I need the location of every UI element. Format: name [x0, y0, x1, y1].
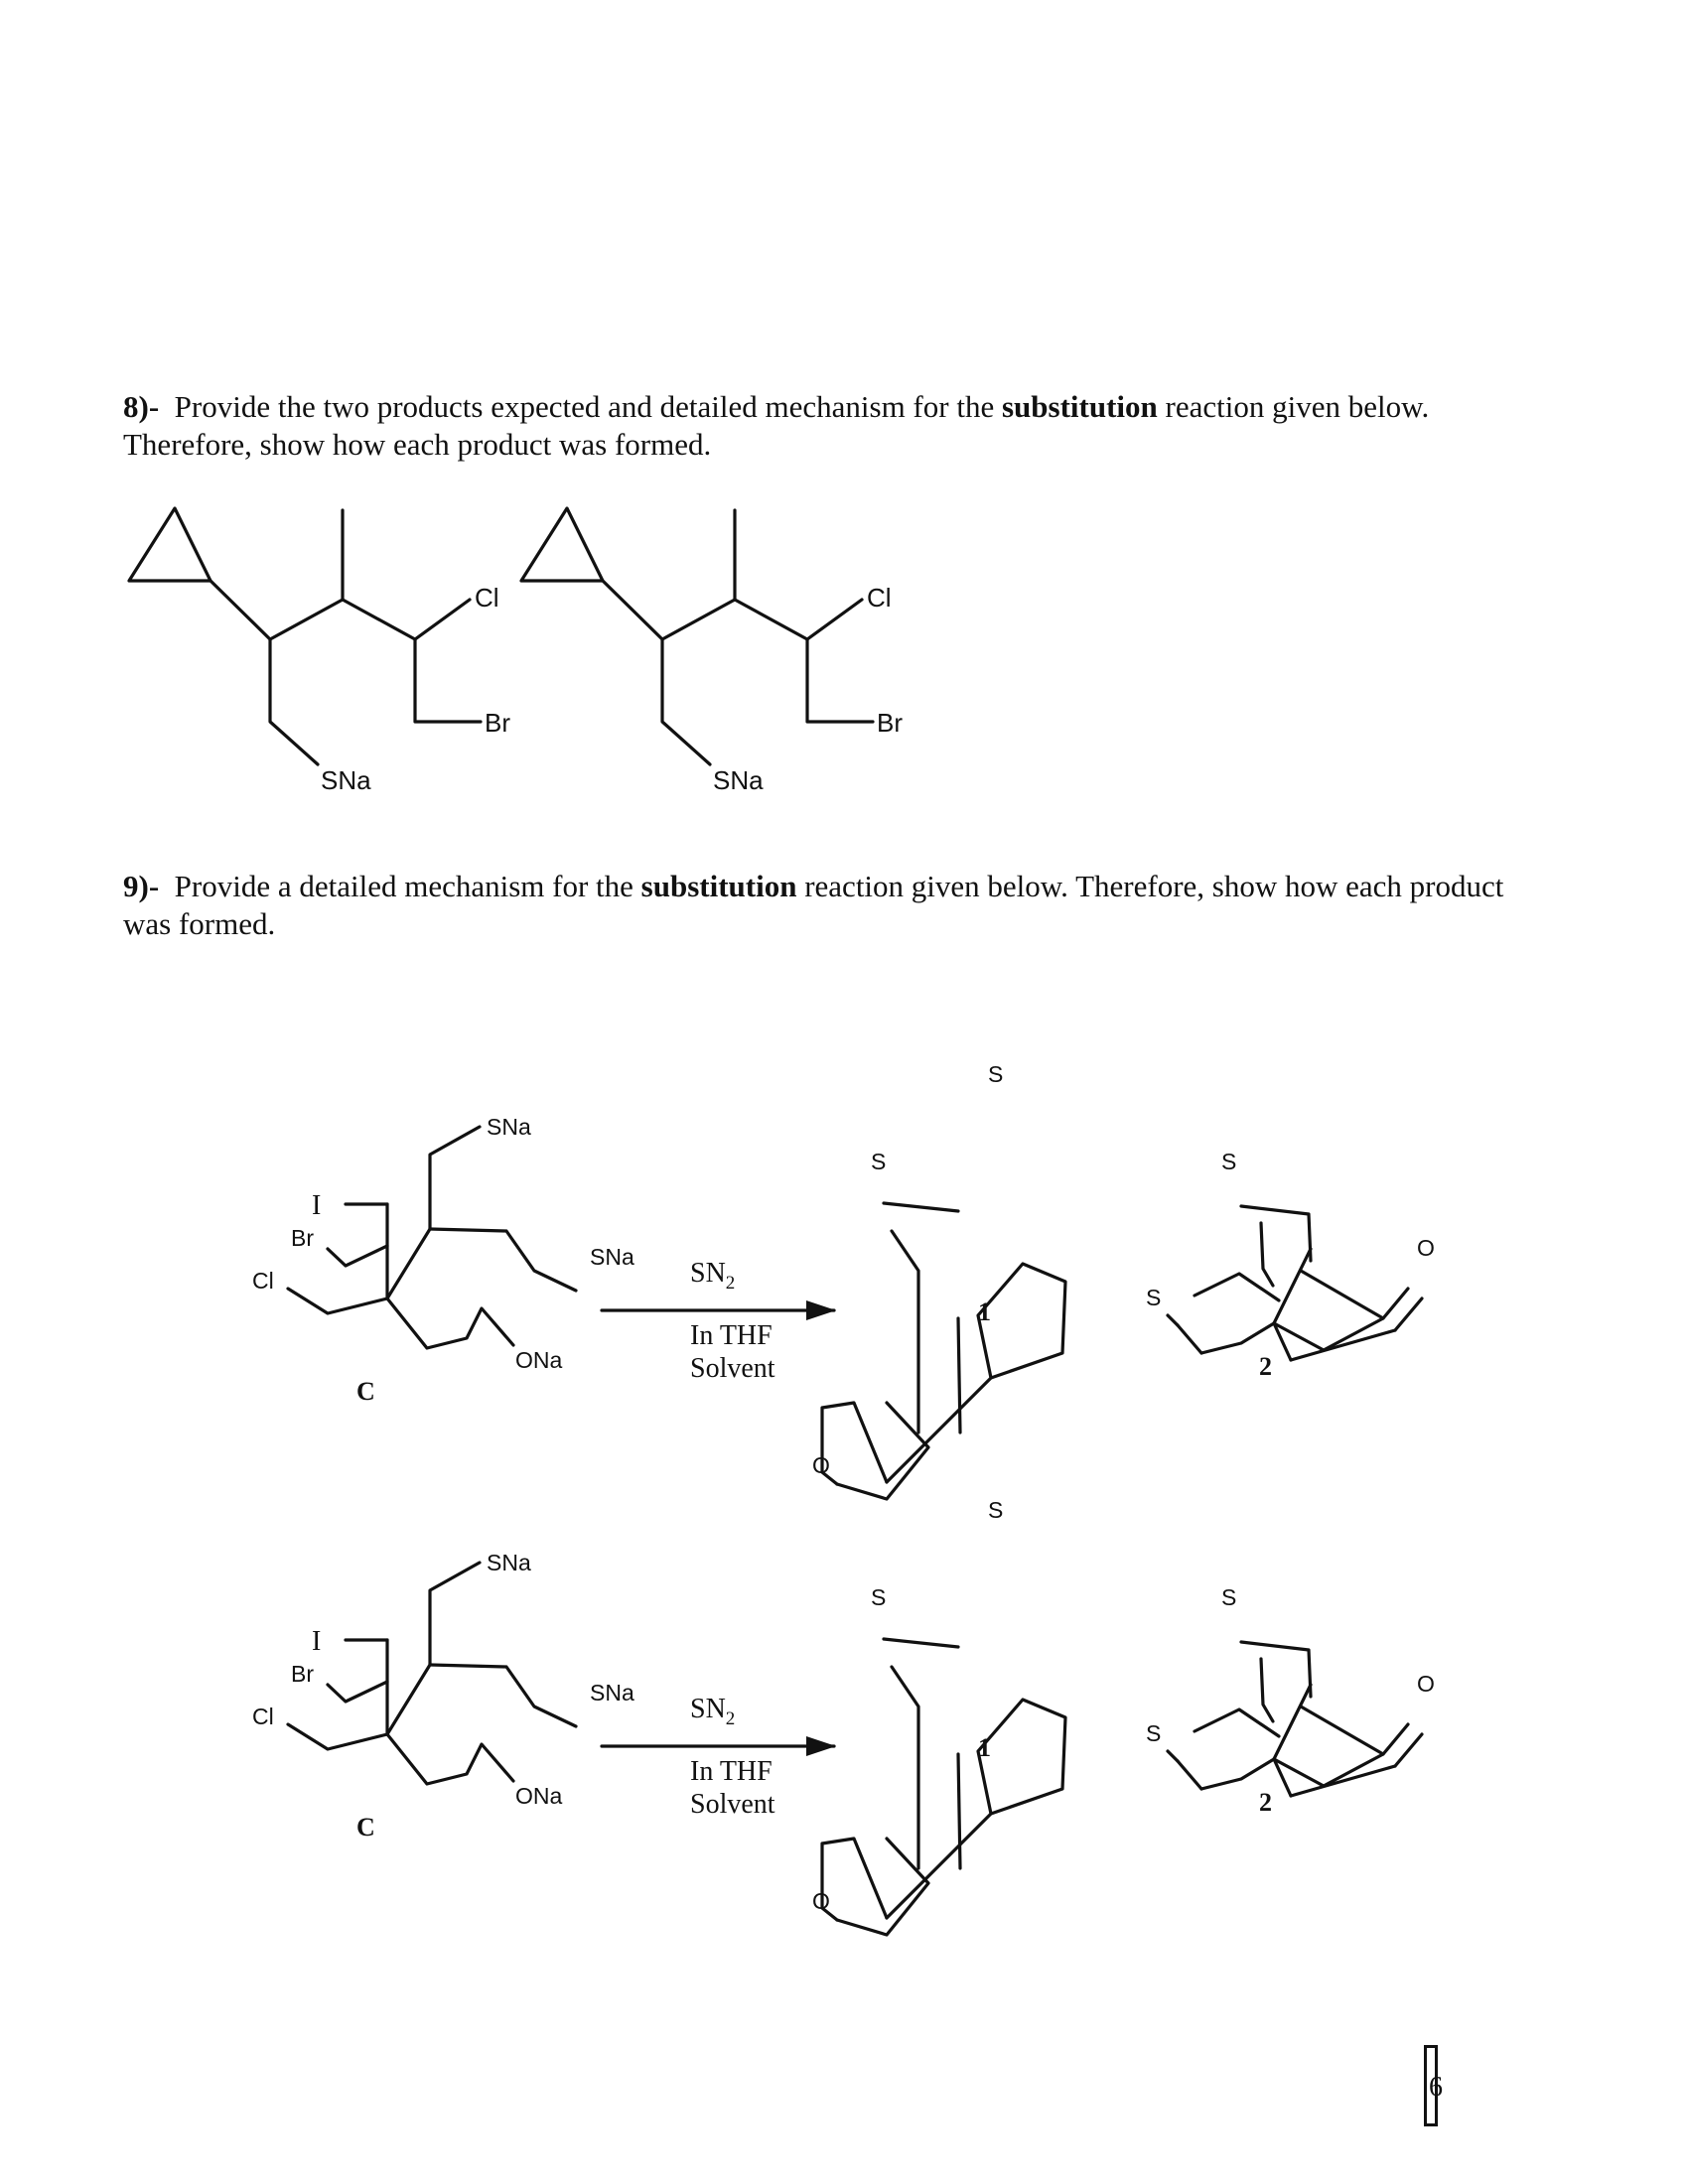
r1-p1-o: O — [812, 1452, 830, 1478]
question-9-number: 9)- — [123, 869, 160, 903]
q8-left-cl-label: Cl — [475, 583, 499, 613]
q8-right-br-label: Br — [877, 708, 903, 738]
r1-condition-solvent-line2: Solvent — [690, 1353, 775, 1384]
q9-reaction-row-1 — [252, 1061, 1435, 1499]
r2-p1-o: O — [812, 1888, 830, 1914]
q9-reaction-row-2 — [252, 1497, 1435, 1935]
r2-br-label: Br — [291, 1661, 314, 1687]
r1-sna-top-label: SNa — [487, 1114, 531, 1140]
question-9-bold-keyword: substitution — [640, 869, 797, 903]
question-9-text-after: reaction given below. Therefore, show how each product was formed. — [123, 869, 1504, 941]
r2-sna-mid-label: SNa — [590, 1680, 634, 1706]
r2-p1-s-left: S — [871, 1584, 887, 1610]
r1-condition-sn: $SN_2$ — [690, 1258, 736, 1294]
r1-br-label: Br — [291, 1225, 314, 1251]
r2-cl-label: Cl — [252, 1704, 274, 1729]
r1-p2-s-top: S — [1221, 1149, 1237, 1174]
q8-left-sna-label: SNa — [321, 765, 371, 795]
r2-reactant-label: C — [356, 1813, 375, 1842]
r2-product-2-label: 2 — [1259, 1788, 1272, 1817]
r2-condition-solvent-line1: In THF — [690, 1756, 773, 1787]
r1-ona-label: ONa — [515, 1347, 563, 1373]
q8-molecule-right — [521, 508, 903, 795]
q8-left-br-label: Br — [485, 708, 510, 738]
q8-right-cl-label: Cl — [867, 583, 892, 613]
r1-i-label: I — [312, 1190, 322, 1221]
r1-condition-solvent-line1: In THF — [690, 1320, 773, 1351]
question-8-text-after: reaction given below. Therefore, show how each product was formed. — [123, 389, 1430, 462]
r2-p1-s-top: S — [988, 1497, 1004, 1523]
question-9-text-before: Provide a detailed mechanism for the — [174, 869, 633, 903]
page-number: 6 — [1429, 2072, 1443, 2103]
r1-p1-s-left: S — [871, 1149, 887, 1174]
r2-p2-o: O — [1417, 1671, 1435, 1697]
r1-p2-o: O — [1417, 1235, 1435, 1261]
r1-cl-label: Cl — [252, 1268, 274, 1294]
page-number-box — [1424, 2045, 1443, 2126]
r2-i-label: I — [312, 1626, 322, 1657]
r2-product-1-label: 1 — [978, 1733, 991, 1762]
r2-sna-top-label: SNa — [487, 1550, 531, 1575]
q8-molecule-left — [129, 508, 510, 795]
q8-right-sna-label: SNa — [713, 765, 764, 795]
question-8-number: 8)- — [123, 389, 160, 424]
r1-sna-mid-label: SNa — [590, 1244, 634, 1270]
r2-condition-solvent-line2: Solvent — [690, 1789, 775, 1820]
r1-product-1-label: 1 — [978, 1297, 991, 1326]
r1-p2-s-left: S — [1146, 1285, 1162, 1310]
r2-p2-s-top: S — [1221, 1584, 1237, 1610]
r1-product-2-label: 2 — [1259, 1352, 1272, 1381]
r1-reactant-label: C — [356, 1377, 375, 1406]
r2-condition-sn: $SN_2$ — [690, 1694, 736, 1729]
r1-p1-s-top: S — [988, 1061, 1004, 1087]
r2-ona-label: ONa — [515, 1783, 563, 1809]
r2-p2-s-left: S — [1146, 1720, 1162, 1746]
question-8-bold-keyword: substitution — [1001, 389, 1158, 424]
question-8-text-before: Provide the two products expected and detailed mechanism for the — [174, 389, 995, 424]
